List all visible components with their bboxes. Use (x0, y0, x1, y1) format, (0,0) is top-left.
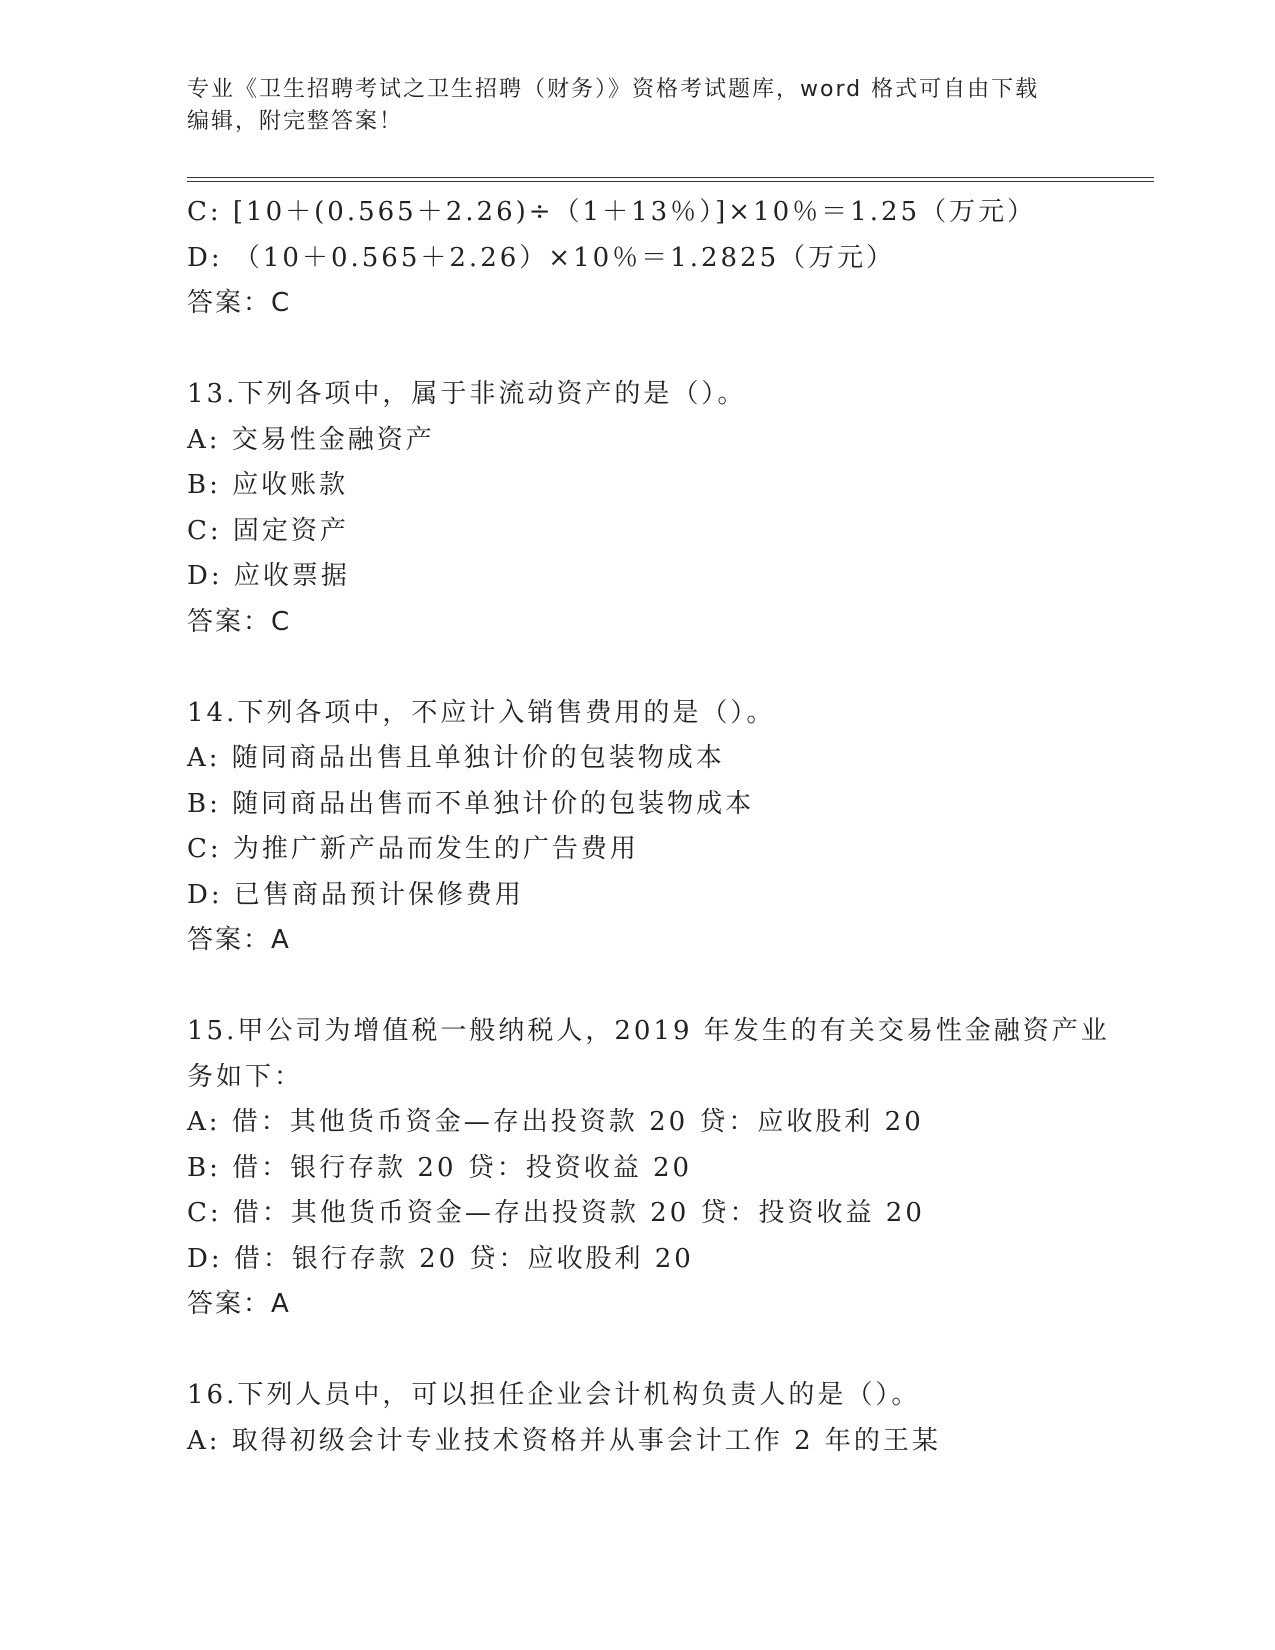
answer: 答案：C (187, 606, 292, 637)
option-a: A: 随同商品出售且单独计价的包装物成本 (187, 743, 725, 773)
question-stem: 15.甲公司为增值税一般纳税人，2019 年发生的有关交易性金融资产业 (187, 1016, 1110, 1046)
question-stem-cont: 务如下： (187, 1061, 304, 1092)
spacer (187, 964, 1087, 1010)
answer: 答案：A (187, 1289, 291, 1319)
option-b: B: 借：银行存款 20 贷：投资收益 20 (187, 1152, 693, 1183)
spacer (187, 645, 1087, 691)
header-line-1: 专业《卫生招聘考试之卫生招聘（财务）》资格考试题库，word 格式可自由下载 (187, 77, 1040, 102)
question-stem: 13.下列各项中，属于非流动资产的是（）。 (187, 379, 747, 409)
option-a: A: 交易性金融资产 (187, 424, 435, 455)
answer: 答案：C (187, 288, 292, 318)
option-b: B: 应收账款 (187, 470, 349, 500)
spacer (187, 327, 1087, 373)
option-d: D: 应收票据 (187, 561, 350, 591)
option-c: C: 为推广新产品而发生的广告费用 (187, 834, 639, 864)
option-c: C: [10＋(0.565＋2.26)÷（1＋13％）]×10％＝1.25（万元） (187, 197, 1037, 227)
option-d: D: 借：银行存款 20 贷：应收股利 20 (187, 1243, 694, 1274)
option-d: D: （10＋0.565＋2.26）×10％＝1.2825（万元） (187, 242, 896, 273)
option-d: D: 已售商品预计保修费用 (187, 879, 524, 910)
document-body (187, 190, 1110, 1464)
header-rule-bottom (187, 181, 1154, 182)
option-c: C: 借：其他货币资金—存出投资款 20 贷：投资收益 20 (187, 1198, 925, 1228)
option-b: B: 随同商品出售而不单独计价的包装物成本 (187, 788, 755, 819)
option-a: A: 借：其他货币资金—存出投资款 20 贷：应收股利 20 (187, 1107, 924, 1137)
spacer (187, 1328, 1087, 1374)
option-a: A: 取得初级会计专业技术资格并从事会计工作 2 年的王某 (187, 1425, 941, 1456)
header-line-2: 编辑，附完整答案！ (187, 109, 404, 134)
question-stem: 14.下列各项中，不应计入销售费用的是（）。 (187, 697, 776, 728)
question-stem: 16.下列人员中，可以担任企业会计机构负责人的是（）。 (187, 1380, 921, 1410)
option-c: C: 固定资产 (187, 515, 349, 546)
document-header (187, 74, 1087, 138)
answer: 答案：A (187, 925, 291, 955)
header-rule-top (187, 177, 1154, 178)
